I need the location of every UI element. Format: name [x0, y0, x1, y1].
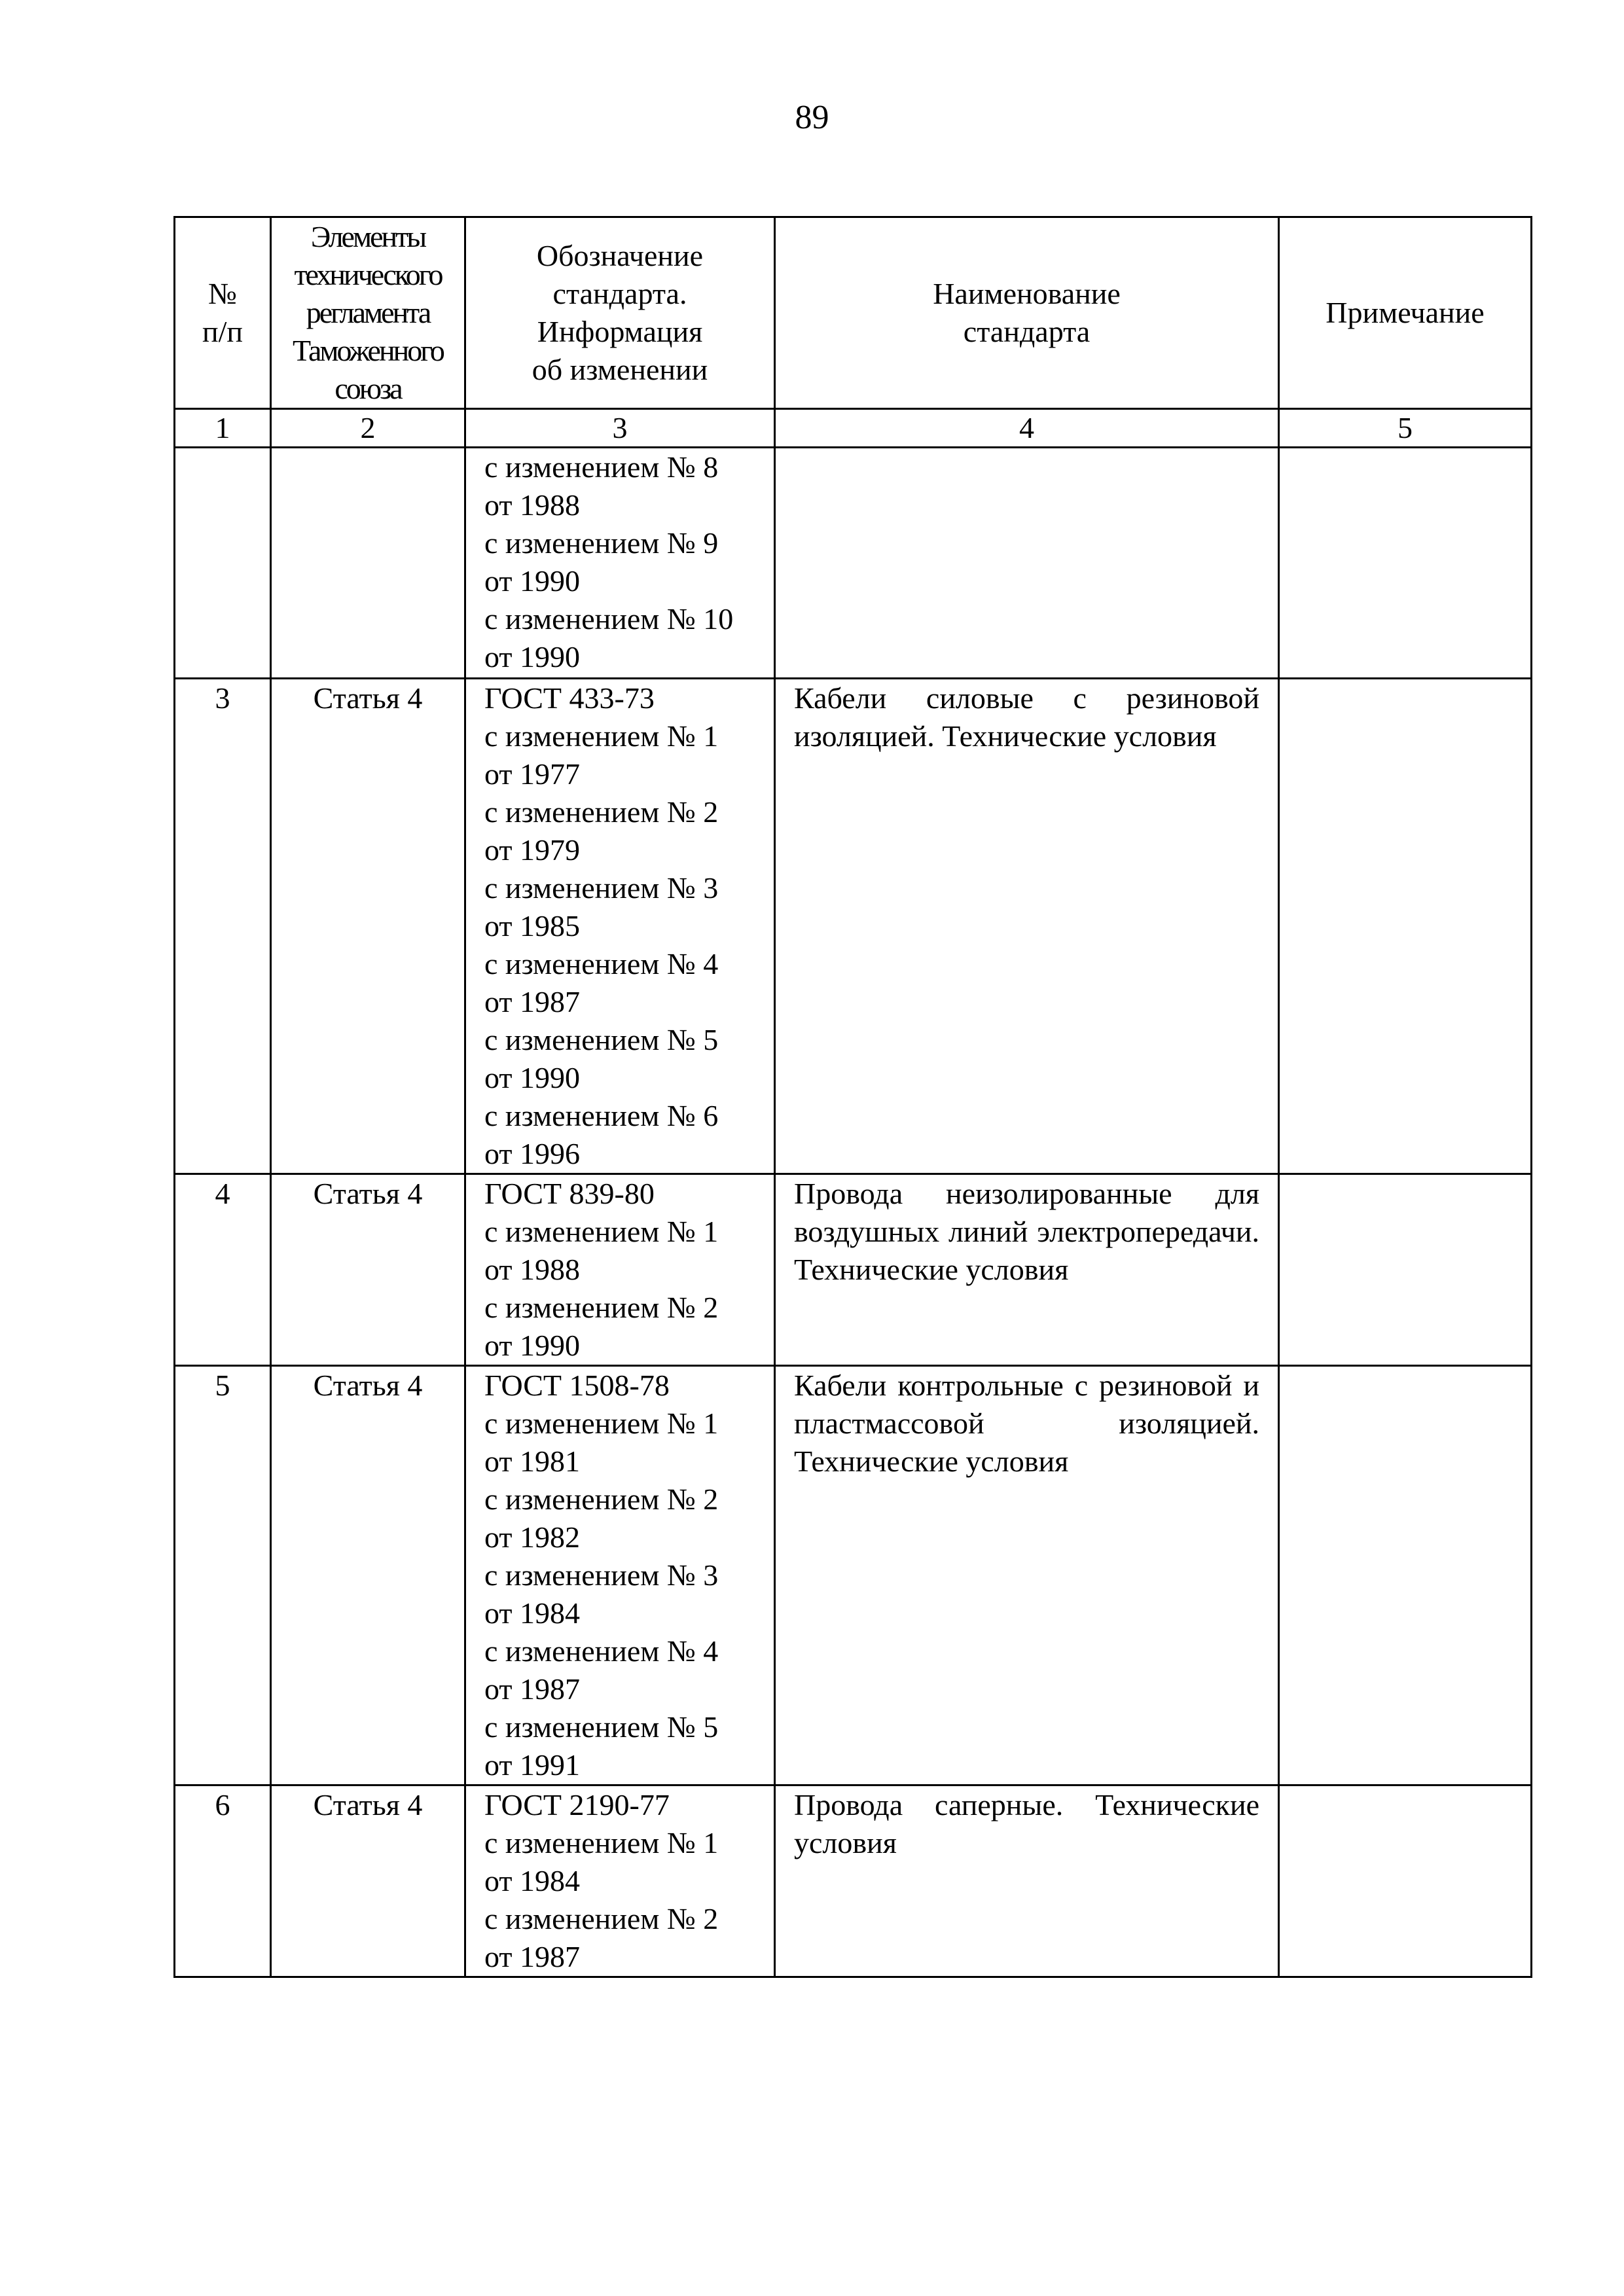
row-number: 3: [175, 679, 271, 1174]
designation-line: от 1988: [484, 488, 580, 522]
header-element-line: союза: [334, 372, 401, 405]
designation-line: с изменением № 2: [484, 1291, 719, 1324]
column-number: 5: [1279, 409, 1532, 448]
row-note: [1279, 1785, 1532, 1977]
row-standard-name: Провода неизолированные для воздушных линий электропередачи. Технические условия: [775, 1174, 1279, 1366]
row-number: 6: [175, 1785, 271, 1977]
designation-line: от 1988: [484, 1253, 580, 1286]
table-header: [175, 217, 1532, 409]
header-designation-line: стандарта.: [552, 277, 687, 310]
row-standard-name: Кабели силовые с резиновой изоляцией. Технические условия: [775, 679, 1279, 1174]
designation-line: от 1990: [484, 1061, 580, 1094]
header-designation-line: Обозначение: [536, 239, 704, 272]
designation-line: с изменением № 2: [484, 1902, 719, 1935]
row-note: [1279, 1366, 1532, 1785]
designation-line: ГОСТ 839-80: [484, 1177, 655, 1210]
row-standard-name: Кабели контрольные с резиновой и пластмассовой изоляцией. Технические условия: [775, 1366, 1279, 1785]
row-note: [1279, 1174, 1532, 1366]
row-element: Статья 4: [271, 1785, 465, 1977]
designation-line: с изменением № 2: [484, 1482, 719, 1516]
row-designation: [465, 448, 775, 679]
column-number: 2: [271, 409, 465, 448]
designation-line: с изменением № 8: [484, 450, 719, 484]
table-row: [175, 1174, 1532, 1366]
designation-line: от 1987: [484, 1940, 580, 1973]
row-element: Статья 4: [271, 679, 465, 1174]
designation-line: от 1991: [484, 1748, 580, 1782]
row-standard-name: [775, 448, 1279, 679]
designation-line: с изменением № 1: [484, 1407, 719, 1440]
designation-line: от 1987: [484, 1672, 580, 1706]
header-row: [175, 217, 1532, 409]
header-name-line: Наименование: [933, 277, 1121, 310]
header-number-line: №: [208, 277, 237, 310]
designation-line: с изменением № 9: [484, 526, 719, 560]
header-designation-line: Информация: [537, 315, 703, 348]
header-designation: [465, 217, 775, 409]
designation-line: от 1985: [484, 909, 580, 942]
row-designation: [465, 1366, 775, 1785]
header-name: [775, 217, 1279, 409]
row-designation: [465, 1785, 775, 1977]
header-note-line: Примечание: [1326, 296, 1485, 329]
column-number: 1: [175, 409, 271, 448]
designation-line: ГОСТ 1508-78: [484, 1369, 670, 1402]
row-designation: [465, 1174, 775, 1366]
designation-line: от 1996: [484, 1137, 580, 1170]
designation-line: от 1990: [484, 1329, 580, 1362]
designation-line: от 1984: [484, 1596, 580, 1630]
header-element-line: Таможенного: [293, 334, 443, 367]
designation-line: с изменением № 1: [484, 1826, 719, 1859]
column-number: 4: [775, 409, 1279, 448]
designation-line: от 1981: [484, 1444, 580, 1478]
header-element-line: технического: [294, 258, 442, 291]
header-element-line: Элементы: [310, 220, 425, 253]
designation-line: ГОСТ 433-73: [484, 681, 655, 715]
row-element: Статья 4: [271, 1174, 465, 1366]
designation-line: ГОСТ 2190-77: [484, 1788, 670, 1821]
designation-line: от 1982: [484, 1520, 580, 1554]
designation-line: от 1977: [484, 757, 580, 791]
column-numbers-row: [175, 409, 1532, 448]
designation-line: с изменением № 5: [484, 1710, 719, 1744]
header-number-line: п/п: [202, 315, 243, 348]
designation-line: с изменением № 5: [484, 1023, 719, 1056]
designation-line: с изменением № 3: [484, 871, 719, 905]
designation-line: от 1990: [484, 564, 580, 598]
designation-line: с изменением № 10: [484, 602, 734, 636]
designation-line: с изменением № 4: [484, 947, 719, 980]
header-number: [175, 217, 271, 409]
designation-line: с изменением № 1: [484, 719, 719, 753]
table-row: [175, 1785, 1532, 1977]
row-standard-name: Провода саперные. Технические условия: [775, 1785, 1279, 1977]
table-row-continued: [175, 448, 1532, 679]
header-note: [1279, 217, 1532, 409]
designation-line: от 1990: [484, 640, 580, 673]
table-body: [175, 409, 1532, 1977]
row-number: [175, 448, 271, 679]
column-number: 3: [465, 409, 775, 448]
designation-line: с изменением № 1: [484, 1215, 719, 1248]
designation-line: от 1987: [484, 985, 580, 1018]
row-element: Статья 4: [271, 1366, 465, 1785]
table-row: [175, 1366, 1532, 1785]
row-element: [271, 448, 465, 679]
row-note: [1279, 448, 1532, 679]
row-number: 4: [175, 1174, 271, 1366]
designation-line: от 1984: [484, 1864, 580, 1897]
row-number: 5: [175, 1366, 271, 1785]
header-element: [271, 217, 465, 409]
header-designation-line: об изменении: [532, 353, 708, 386]
header-element-line: регламента: [306, 296, 430, 329]
designation-line: с изменением № 4: [484, 1634, 719, 1668]
designation-line: с изменением № 6: [484, 1099, 719, 1132]
header-name-line: стандарта: [963, 315, 1091, 348]
page-number: 89: [795, 99, 829, 136]
row-designation: [465, 679, 775, 1174]
designation-line: с изменением № 2: [484, 795, 719, 829]
table-row: [175, 679, 1532, 1174]
standards-table: [173, 216, 1532, 1978]
row-note: [1279, 679, 1532, 1174]
designation-line: с изменением № 3: [484, 1558, 719, 1592]
designation-line: от 1979: [484, 833, 580, 867]
